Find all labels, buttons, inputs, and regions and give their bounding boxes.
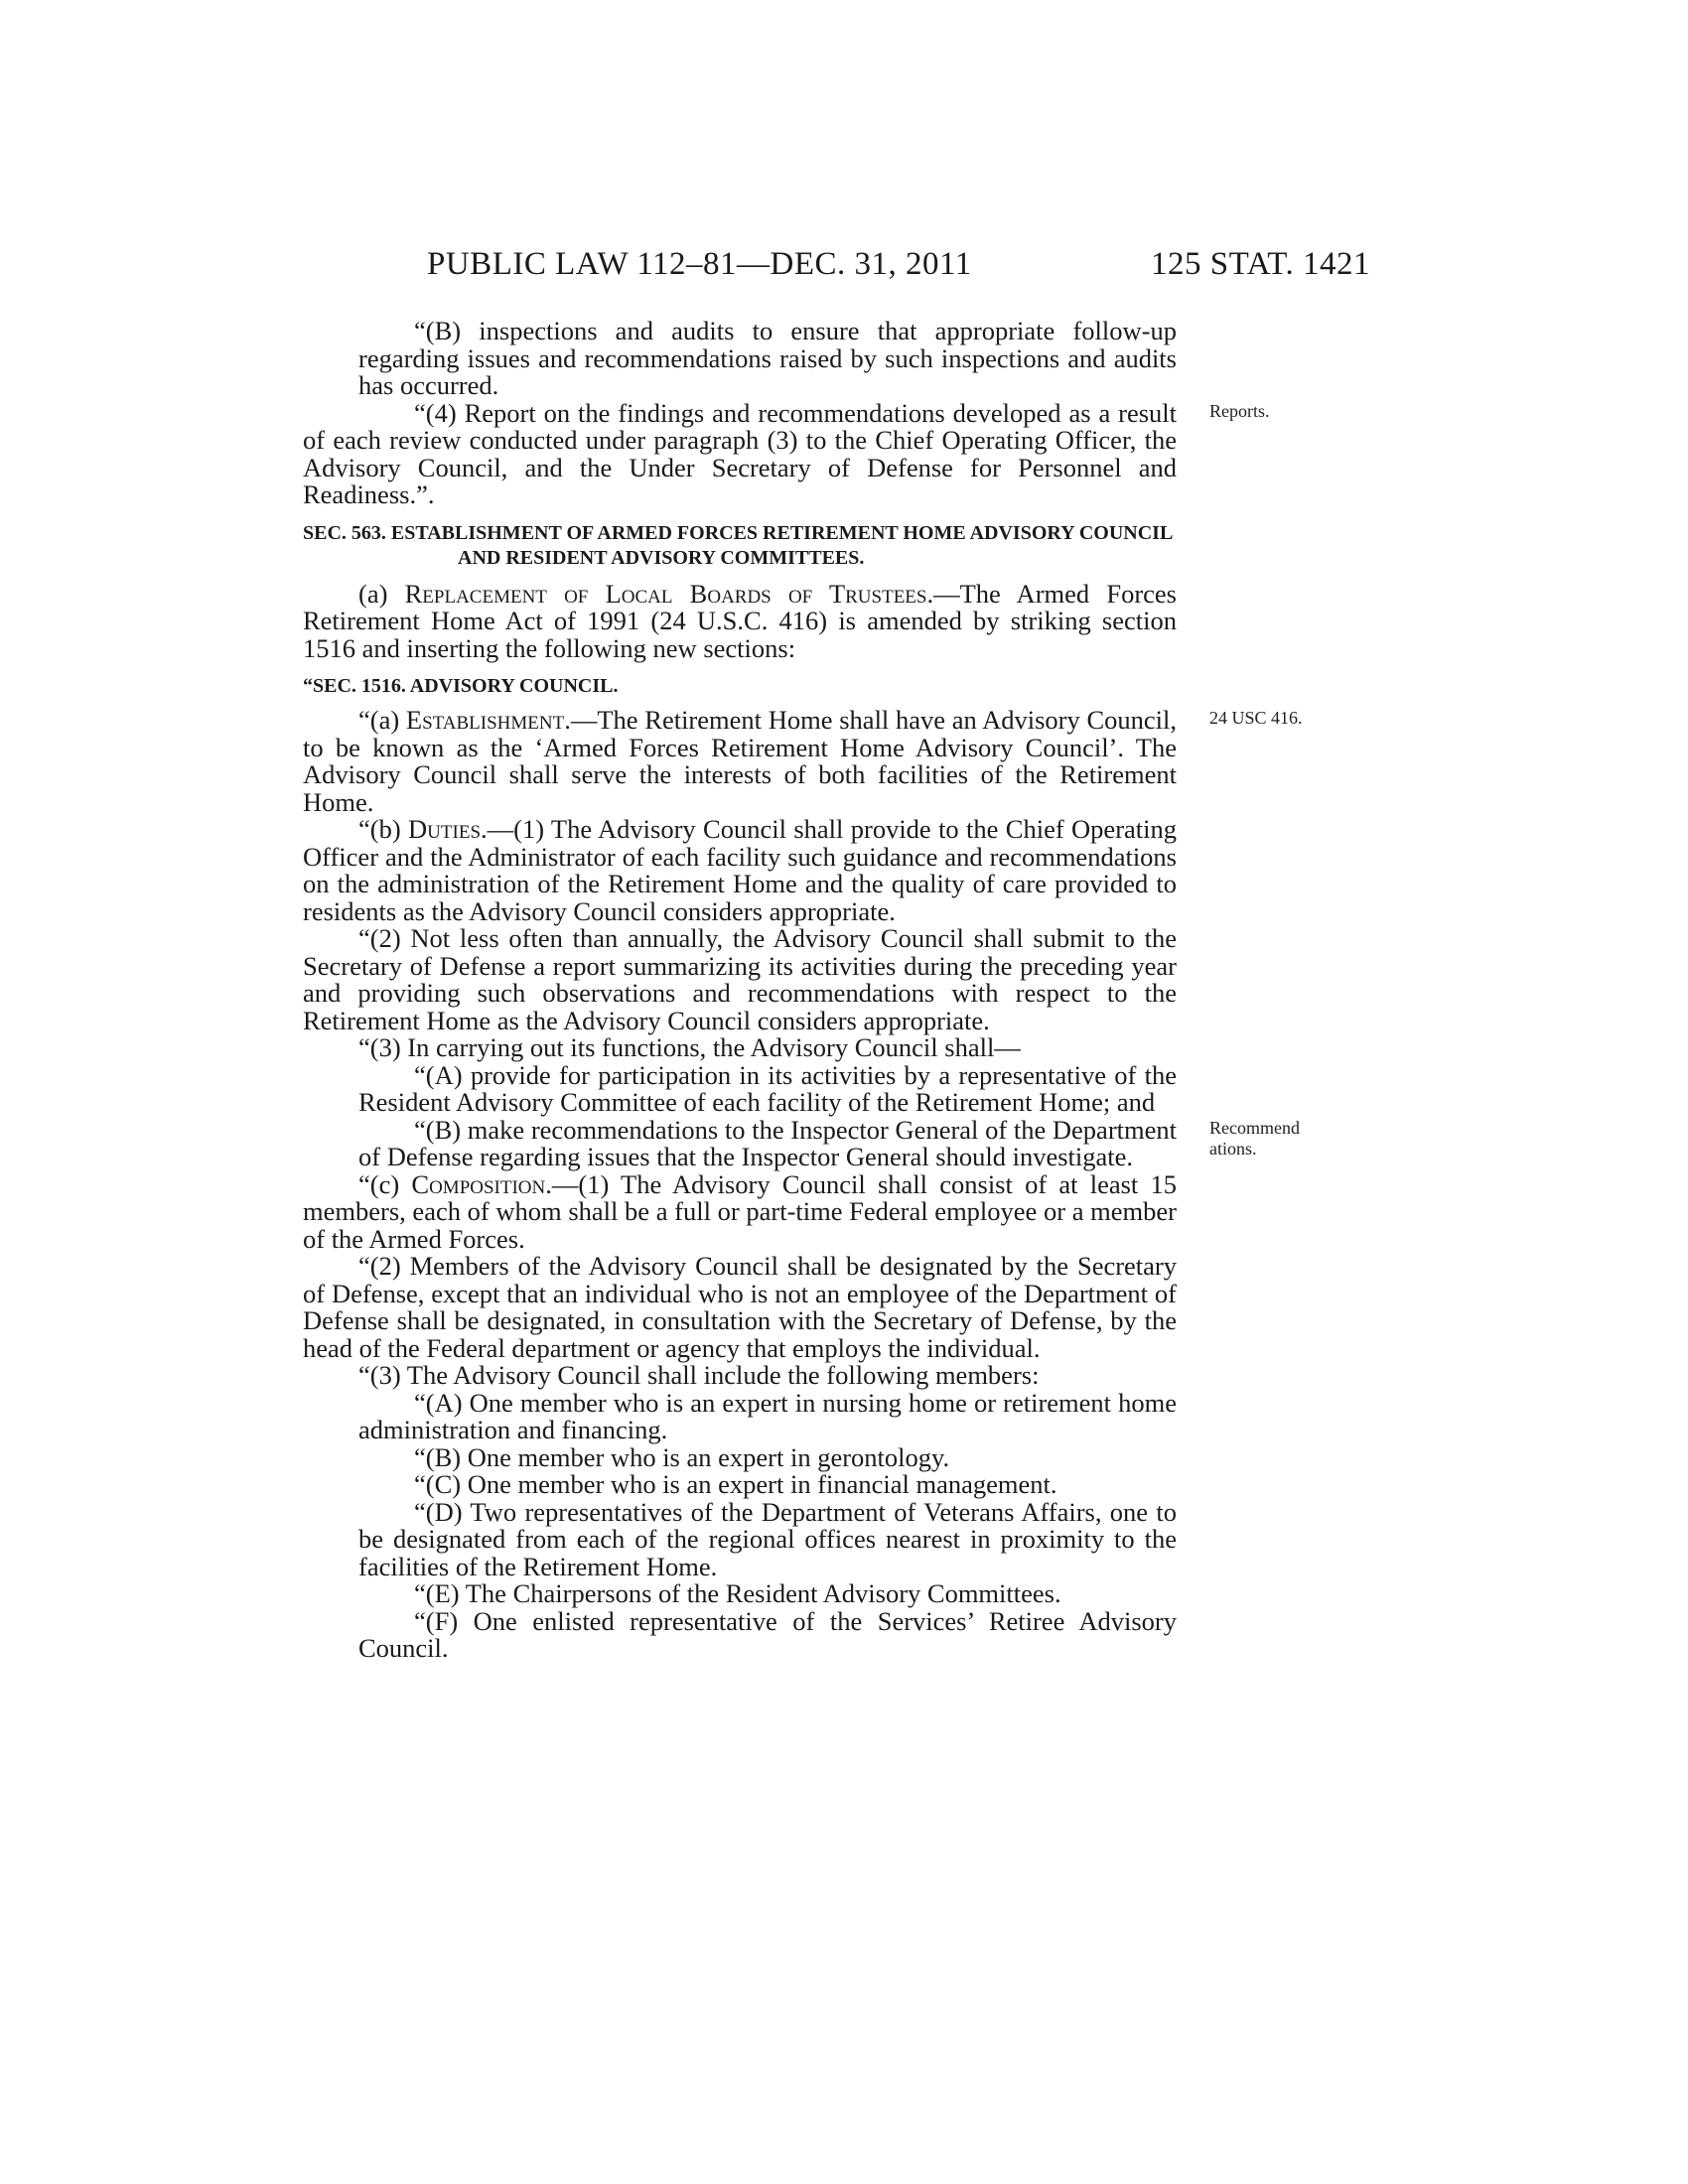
composition-3B: “(B) One member who is an expert in gerontology. <box>414 1441 950 1472</box>
composition-paragraph <box>303 1168 1177 1254</box>
paragraph-4 <box>303 397 1177 509</box>
body-text <box>303 318 1177 1663</box>
subsection-a-label: (a) <box>358 578 405 609</box>
margin-note-recommendations: Recommendations. <box>1209 1118 1300 1159</box>
composition-3E: “(E) The Chairpersons of the Resident Advisory Committees. <box>414 1578 1061 1608</box>
duties-2: “(2) Not less often than annually, the Advisory Council shall submit to the Secretary of Defense a report summarizing its activities during the preceding year and providing such observations and recommendations with respect to the Retirement Home as the Advisory Council considers appropriate. <box>303 923 1177 1035</box>
duties-3A: “(A) provide for participation in its activities by a representative of the Resident Advisory Committee of each facility of the Retirement Home; and <box>358 1059 1177 1117</box>
composition-caption: Composition <box>411 1168 546 1199</box>
duties-label: “(b) <box>358 814 409 844</box>
composition-label: “(c) <box>358 1168 412 1199</box>
composition-2: “(2) Members of the Advisory Council shall be designated by the Secretary of Defense, except that an individual who is not an employee of the Department of Defense shall be designated, in consultation with the Secretary of Defense, by the head of the Federal department or agency that employs the individual. <box>303 1251 1177 1363</box>
section-1516-heading: “SEC. 1516. ADVISORY COUNCIL. <box>303 675 619 697</box>
establishment-label: “(a) <box>358 705 406 735</box>
composition-3C: “(C) One member who is an expert in financial management. <box>414 1469 1057 1499</box>
composition-3A: “(A) One member who is an expert in nursing home or retirement home administration and financing. <box>358 1387 1177 1444</box>
composition-3D: “(D) Two representatives of the Department of Veterans Affairs, one to be designated from each of the regional offices nearest in proximity to the facilities of the Retirement Home. <box>358 1496 1177 1581</box>
margin-note-reports: Reports. <box>1209 401 1270 421</box>
duties-3: “(3) In carrying out its functions, the Advisory Council shall— <box>358 1032 1021 1062</box>
statute-page-number: 125 STAT. 1421 <box>1150 246 1370 282</box>
duties-text: .—(1) The Advisory Council shall provide to the Chief Operating Officer and the Administrator of each facility such guidance and recommendations on the administration of the Retirement Home and the quality of care provided to residents as the Advisory Council considers appropriate. <box>303 814 1178 926</box>
duties-3B: “(B) make recommendations to the Inspector General of the Department of Defense regarding issues that the Inspector General should investigate. <box>358 1114 1177 1171</box>
subsection-a <box>303 578 1177 663</box>
subsection-a-caption: Replacement of Local Boards of Trustees <box>404 578 927 609</box>
composition-text: .—(1) The Advisory Council shall consist of at least 15 members, each of whom shall be a full or part-time Federal employee or a member of the Armed Forces. <box>303 1168 1177 1254</box>
establishment-paragraph <box>303 707 1177 816</box>
public-law-title: PUBLIC LAW 112–81—DEC. 31, 2011 <box>427 246 972 282</box>
duties-paragraph <box>303 816 1177 925</box>
paragraph-4-text: “(4) Report on the findings and recommendations developed as a result of each review conducted under paragraph (3) to the Chief Operating Officer, the Advisory Council, and the Under Secretary of Defense for Personnel and Readiness.”. <box>303 397 1177 509</box>
running-head <box>427 246 1370 286</box>
duties-caption: Duties <box>408 814 482 844</box>
paragraph-4B: “(B) inspections and audits to ensure that appropriate follow-up regarding issues and recommendations raised by such inspections and audits has occurred. <box>358 316 1177 400</box>
establishment-caption: Establishment <box>405 705 565 735</box>
composition-3F: “(F) One enlisted representative of the Services’ Retiree Advisory Council. <box>358 1605 1177 1663</box>
composition-3: “(3) The Advisory Council shall include the following members: <box>358 1360 1040 1390</box>
section-563-heading: SEC. 563. ESTABLISHMENT OF ARMED FORCES RETIREMENT HOME ADVISORY COUNCIL AND RESIDENT ADVISORY COMMITTEES. <box>303 521 1173 569</box>
margin-note-usc: 24 USC 416. <box>1209 708 1303 728</box>
subsection-a-text: .—The Armed Forces Retirement Home Act of 1991 (24 U.S.C. 416) is amended by striking section 1516 and inserting the following new sections: <box>303 578 1177 663</box>
establishment-text: .—The Retirement Home shall have an Advisory Council, to be known as the ‘Armed Forces Retirement Home Advisory Council’. The Advisory Council shall serve the interests of both facilities of the Retirement Home. <box>303 705 1177 817</box>
